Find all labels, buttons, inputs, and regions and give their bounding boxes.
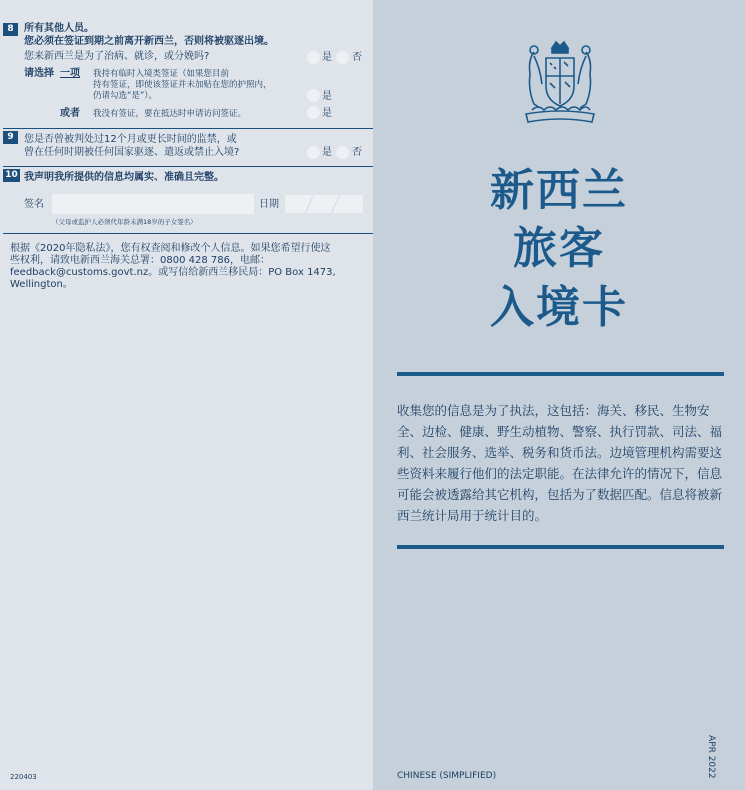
q8-no-checkbox[interactable] — [336, 51, 349, 64]
divider — [3, 233, 373, 234]
q9-line1: 您是否曾被判处过12个月或更长时间的监禁，或 — [24, 134, 237, 145]
information-collection-text: 收集您的信息是为了执法，这包括：海关、移民、生物安全、边检、健康、野生动植物、警察、执行罚款、司法、福利、社会服务、选举、税务和货币法。边境管理机构需要这些资料来履行他们的法定职能。在法律允许的情况下，信息可能会被透露给其它机构，包括为了数据匹配。信息将被新西兰统计局用于统计目的。 — [397, 403, 723, 523]
title-line-3: 入境卡 — [490, 282, 628, 333]
q8-heading-2: 您必须在签证到期之前离开新西兰，否则将被驱逐出境。 — [24, 36, 274, 47]
option2-yes-checkbox[interactable] — [307, 106, 320, 119]
option1-line3: 仍请勾选“是”）。 — [93, 91, 158, 101]
q8-yes-label: 是 — [322, 52, 332, 63]
q9-yes-label: 是 — [322, 147, 332, 158]
q9-line2: 曾在任何时期被任何国家驱逐、遣返或禁止入境? — [24, 147, 240, 158]
date-separator — [331, 195, 340, 213]
option2-yes-label: 是 — [322, 108, 332, 119]
signature-field[interactable] — [52, 194, 254, 214]
privacy-line-4: Wellington。 — [10, 279, 73, 290]
q8-yes-checkbox[interactable] — [307, 51, 320, 64]
option1-line2: 持有签证，即使该签证并未加贴在您的护照内， — [93, 80, 272, 90]
option1-yes-label: 是 — [322, 91, 332, 102]
date-separator — [305, 195, 314, 213]
q9-yes-checkbox[interactable] — [307, 146, 320, 159]
edition-label: APR 2022 — [706, 735, 716, 779]
q9-no-label: 否 — [352, 147, 362, 158]
privacy-line-2: 些权利，请致电新西兰海关总署：0800 428 786，电邮： — [10, 255, 270, 266]
question-number-10: 10 — [3, 169, 20, 182]
q8-heading-1: 所有其他人员。 — [24, 23, 94, 34]
option1-yes-checkbox[interactable] — [307, 89, 320, 102]
option1-line1: 我持有临时入境类签证（如果您目前 — [93, 69, 230, 79]
form-id: 220403 — [10, 773, 37, 781]
guardian-note: （父母或监护人必须代年龄未满18岁的子女签名） — [52, 218, 197, 226]
divider — [3, 166, 373, 167]
q9-no-checkbox[interactable] — [336, 146, 349, 159]
q8-question: 您来新西兰是为了治病、就诊，或分娩吗? — [24, 51, 210, 62]
q8-no-label: 否 — [352, 52, 362, 63]
choose-one-label: 一项 — [60, 68, 80, 79]
question-number-9: 9 — [3, 131, 18, 144]
privacy-line-3: feedback@customs.govt.nz。或写信给新西兰移民局：PO Box 1473, — [10, 267, 336, 278]
language-label: CHINESE (SIMPLIFIED) — [397, 771, 497, 781]
privacy-line-1: 根据《2020年隐私法》，您有权查阅和修改个人信息。如果您希望行使这 — [10, 243, 331, 254]
declaration-text: 我声明我所提供的信息均属实、准确且完整。 — [24, 172, 224, 183]
option2-text: 我没有签证，要在抵达时申请访问签证。 — [93, 109, 247, 119]
or-label: 或者 — [60, 108, 80, 119]
date-field[interactable] — [285, 195, 363, 213]
date-label: 日期 — [259, 199, 279, 210]
question-number-8: 8 — [3, 23, 18, 36]
title-line-1: 新西兰 — [490, 165, 628, 216]
divider — [3, 128, 373, 129]
nz-coat-of-arms-icon — [512, 38, 608, 130]
divider-bar — [397, 372, 724, 376]
choose-label: 请选择 — [24, 68, 54, 79]
signature-label: 签名 — [24, 199, 44, 210]
title-line-2: 旅客 — [513, 223, 605, 274]
divider-bar — [397, 545, 724, 549]
